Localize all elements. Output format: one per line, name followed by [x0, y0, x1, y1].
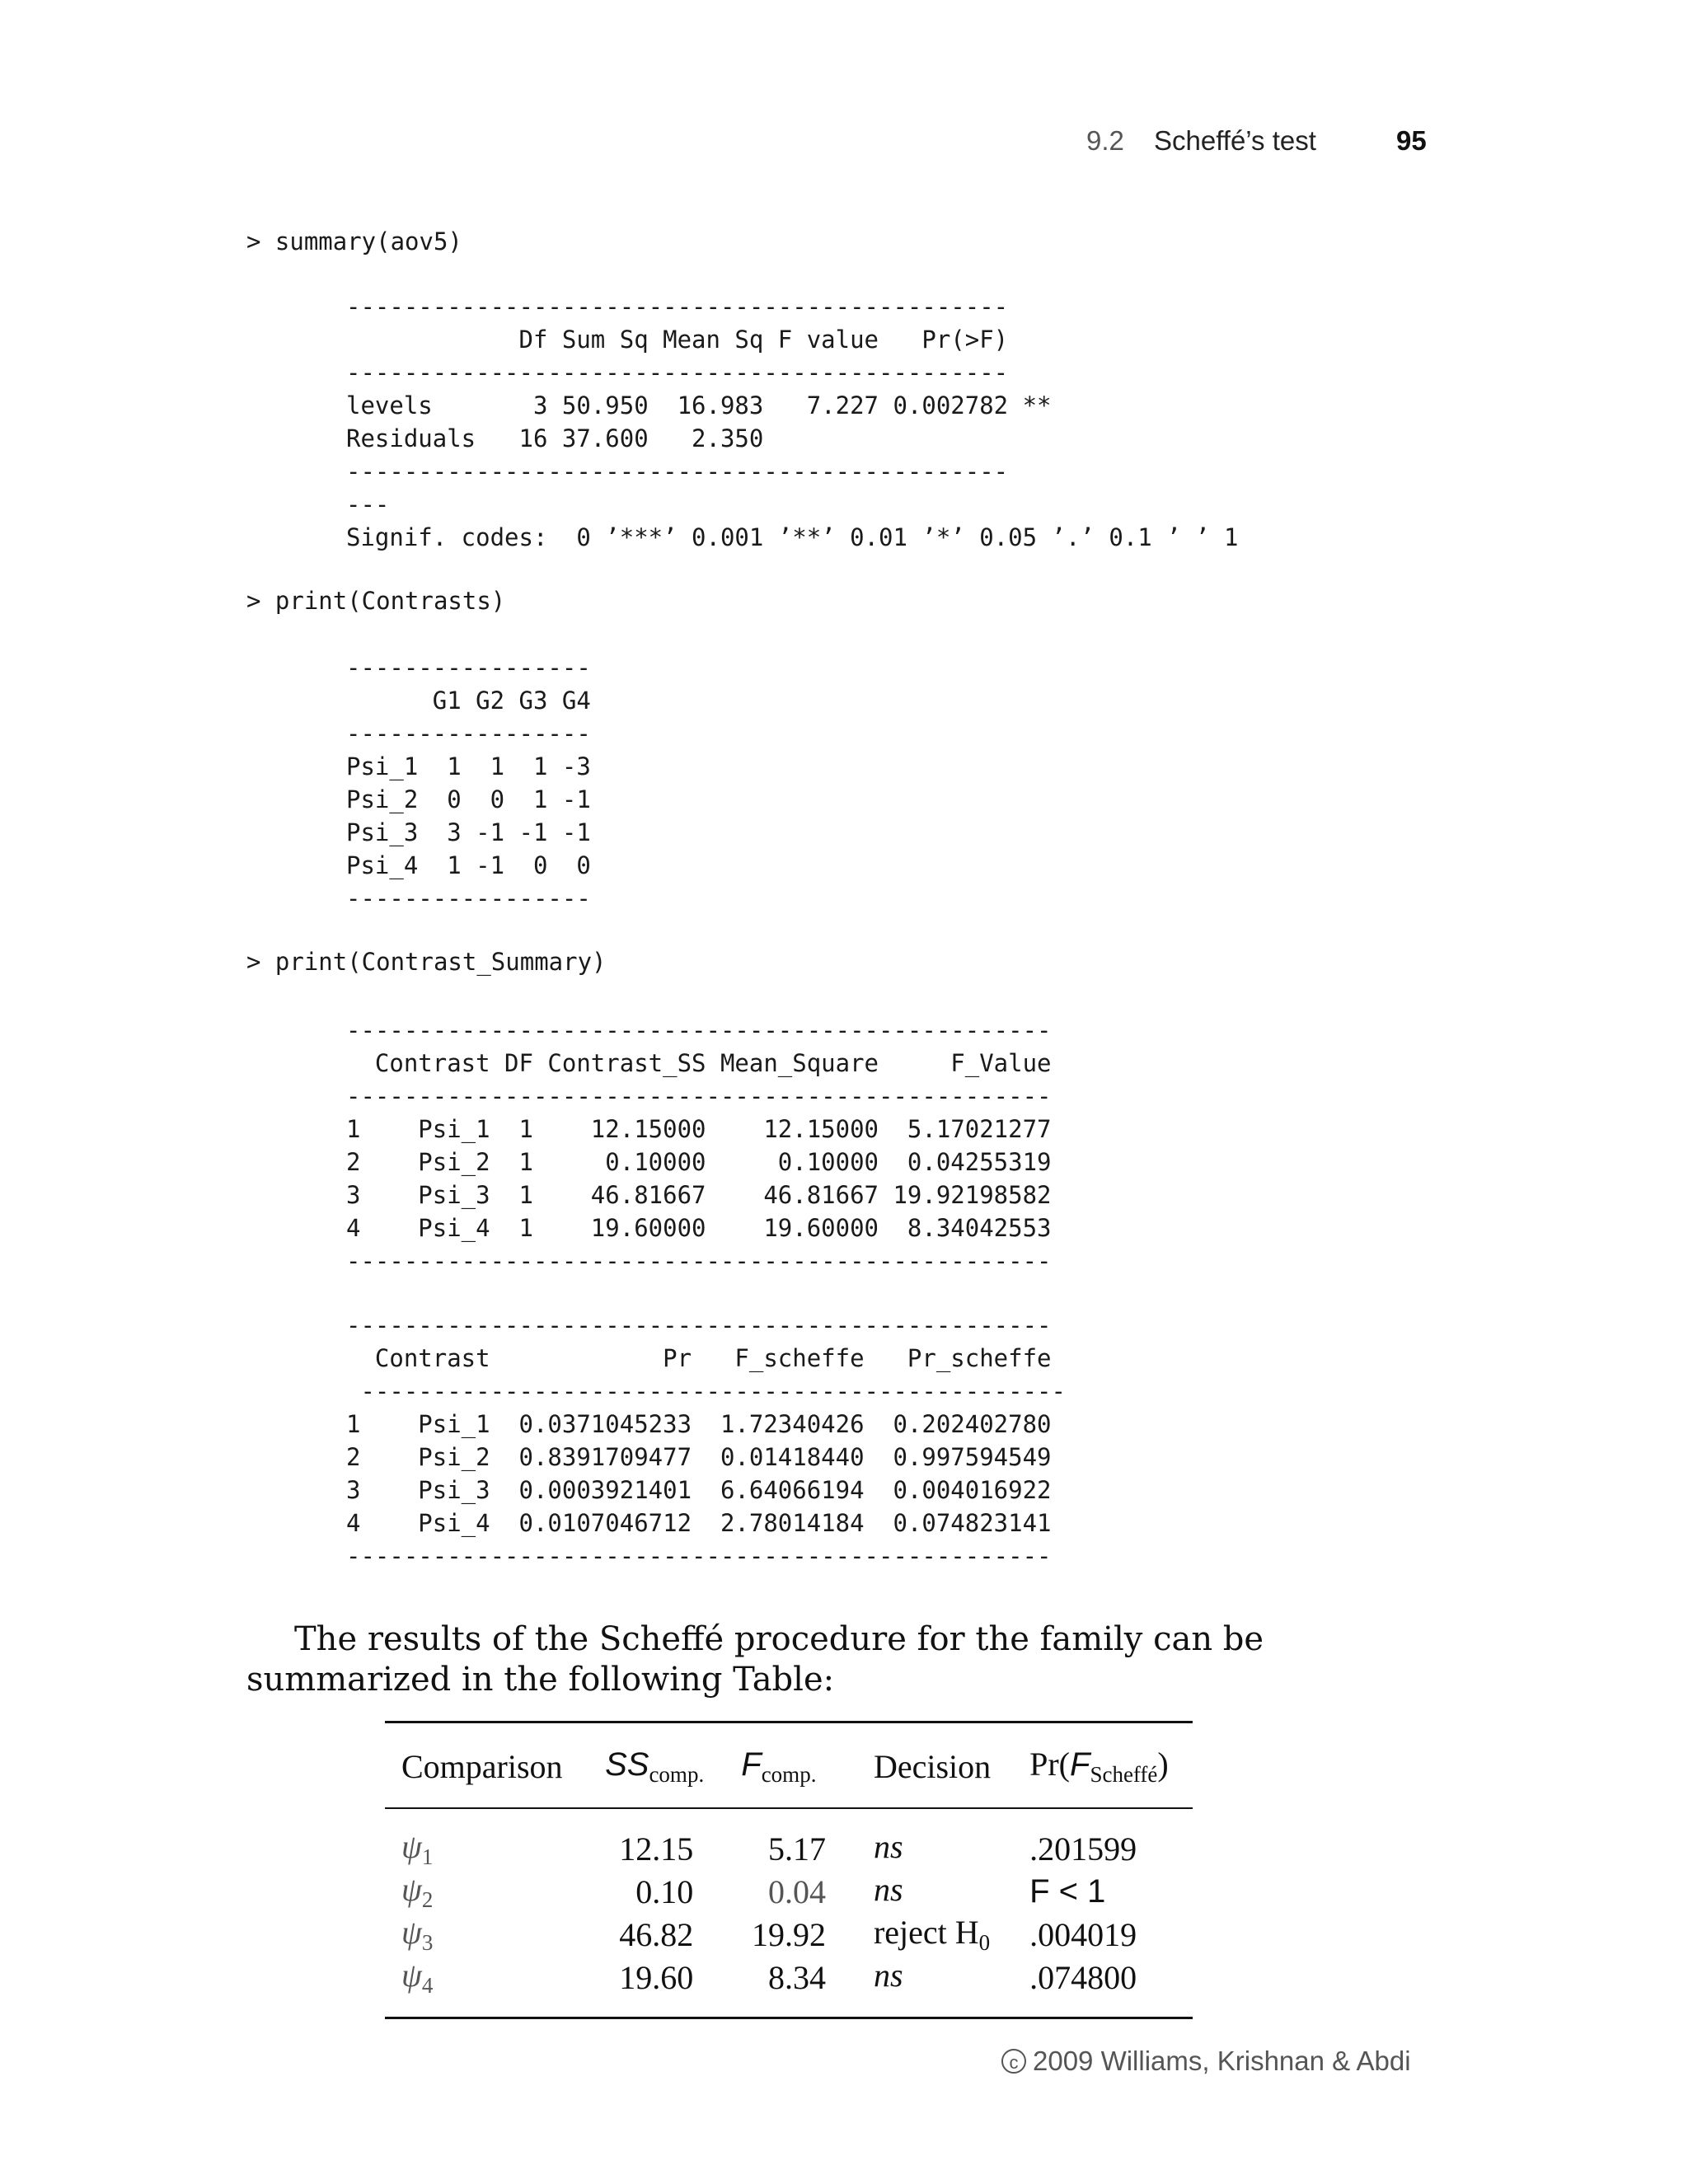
copyright-text: 2009 Williams, Krishnan & Abdi: [1033, 2046, 1411, 2076]
col-ss-comp: $SS_{comp.}$: [605, 1746, 705, 1787]
section-number: 9.2: [1086, 125, 1124, 156]
f-value: 0.04: [767, 1872, 826, 1910]
command-print-contrast-summary: > print(Contrast_Summary): [246, 948, 607, 976]
psi-label: $\psi_1$: [401, 1828, 434, 1869]
decision-value: ns: [873, 1828, 903, 1865]
table-row: [385, 1870, 1193, 1913]
col-decision: Decision: [873, 1747, 992, 1785]
table-row: [385, 1913, 1193, 1956]
ss-value: 12.15: [619, 1830, 694, 1868]
f-value: 8.34: [767, 1958, 826, 1996]
f-value: 5.17: [767, 1830, 826, 1868]
section-title: Scheffé’s test: [1154, 125, 1316, 156]
ss-value: 46.82: [619, 1915, 694, 1953]
pr-value: .201599: [1029, 1830, 1137, 1868]
table-row: [385, 1956, 1193, 2018]
copyright-icon: c: [1001, 2049, 1026, 2074]
table-header-row: [385, 1722, 1193, 1809]
decision-value: ns: [873, 1957, 903, 1994]
summary-paragraph: [246, 1619, 1351, 1700]
contrast-summary-output-1: ------------------------------------------------- Contrast DF Contrast_SS Mean_Square F_Value ------------------------------------------------- 1 Psi_1 1 12.15000 12.15000 5.17021277 2 Psi_2 1 0.10000 0.10000 0.04255319 3 Psi_3 1 46.81667 46.81667 19.92198582 4 Psi_4 1 19.60000 19.60000 8.34042553 -------------------------------------------------: [346, 1016, 1052, 1275]
table-row: [385, 1808, 1193, 1870]
col-f-comp: $F_{comp.}$: [741, 1746, 817, 1787]
command-print-contrasts: > print(Contrasts): [246, 587, 506, 615]
contrast-summary-output-2: ------------------------------------------------- Contrast Pr F_scheffe Pr_scheffe ------------------------------------------------- 1 Psi_1 0.0371045233 1.72340426 0.202402780 2 Psi_2 0.8391709477 0.01418440 0.997594549 3 Psi_3 0.0003921401 6.64066194 0.004016922 4 Psi_4 0.0107046712 2.78014184 0.074823141 -------------------------------------------------: [346, 1311, 1066, 1570]
decision-value: ns: [873, 1871, 903, 1908]
pr-value: .004019: [1029, 1915, 1137, 1953]
col-comparison: Comparison: [401, 1747, 563, 1785]
psi-label: $\psi_2$: [401, 1871, 434, 1912]
scheffe-results-table: [385, 1721, 1193, 2019]
summary-paragraph-text: The results of the Scheffé procedure for the family can be summarized in the following Table:: [246, 1620, 1264, 1699]
psi-label: $\psi_3$: [401, 1914, 434, 1955]
f-value: 19.92: [751, 1915, 826, 1953]
ss-value: 19.60: [619, 1958, 694, 1996]
decision-value: reject $H_0$: [873, 1914, 991, 1955]
pr-value: F < 1: [1029, 1872, 1106, 1910]
col-pr-scheffe: $Pr(F_{Scheffé})$: [1029, 1746, 1169, 1787]
ss-value: 0.10: [635, 1872, 694, 1910]
page-number: 95: [1396, 125, 1427, 156]
aov-output-block: ---------------------------------------------- Df Sum Sq Mean Sq F value Pr(>F) ---------------------------------------------- levels 3 50.950 16.983 7.227 0.002782 ** Residuals 16 37.600 2.350 ---------------------------------------------- --- Signif. codes: 0 ’***’ 0.001 ’**’ 0.01 ’*’ 0.05 ’.’ 0.1 ’ ’ 1: [346, 293, 1239, 551]
psi-label: $\psi_4$: [401, 1957, 434, 1998]
command-summary-aov5: > summary(aov5): [246, 227, 462, 255]
contrasts-output-block: ----------------- G1 G2 G3 G4 ----------------- Psi_1 1 1 1 -3 Psi_2 0 0 1 -1 Psi_3 3 -1 -1 -1 Psi_4 1 -1 0 0 -----------------: [346, 654, 591, 912]
running-header: [0, 125, 1688, 166]
pr-value: .074800: [1029, 1958, 1137, 1996]
copyright-footer: [1001, 2046, 1411, 2077]
